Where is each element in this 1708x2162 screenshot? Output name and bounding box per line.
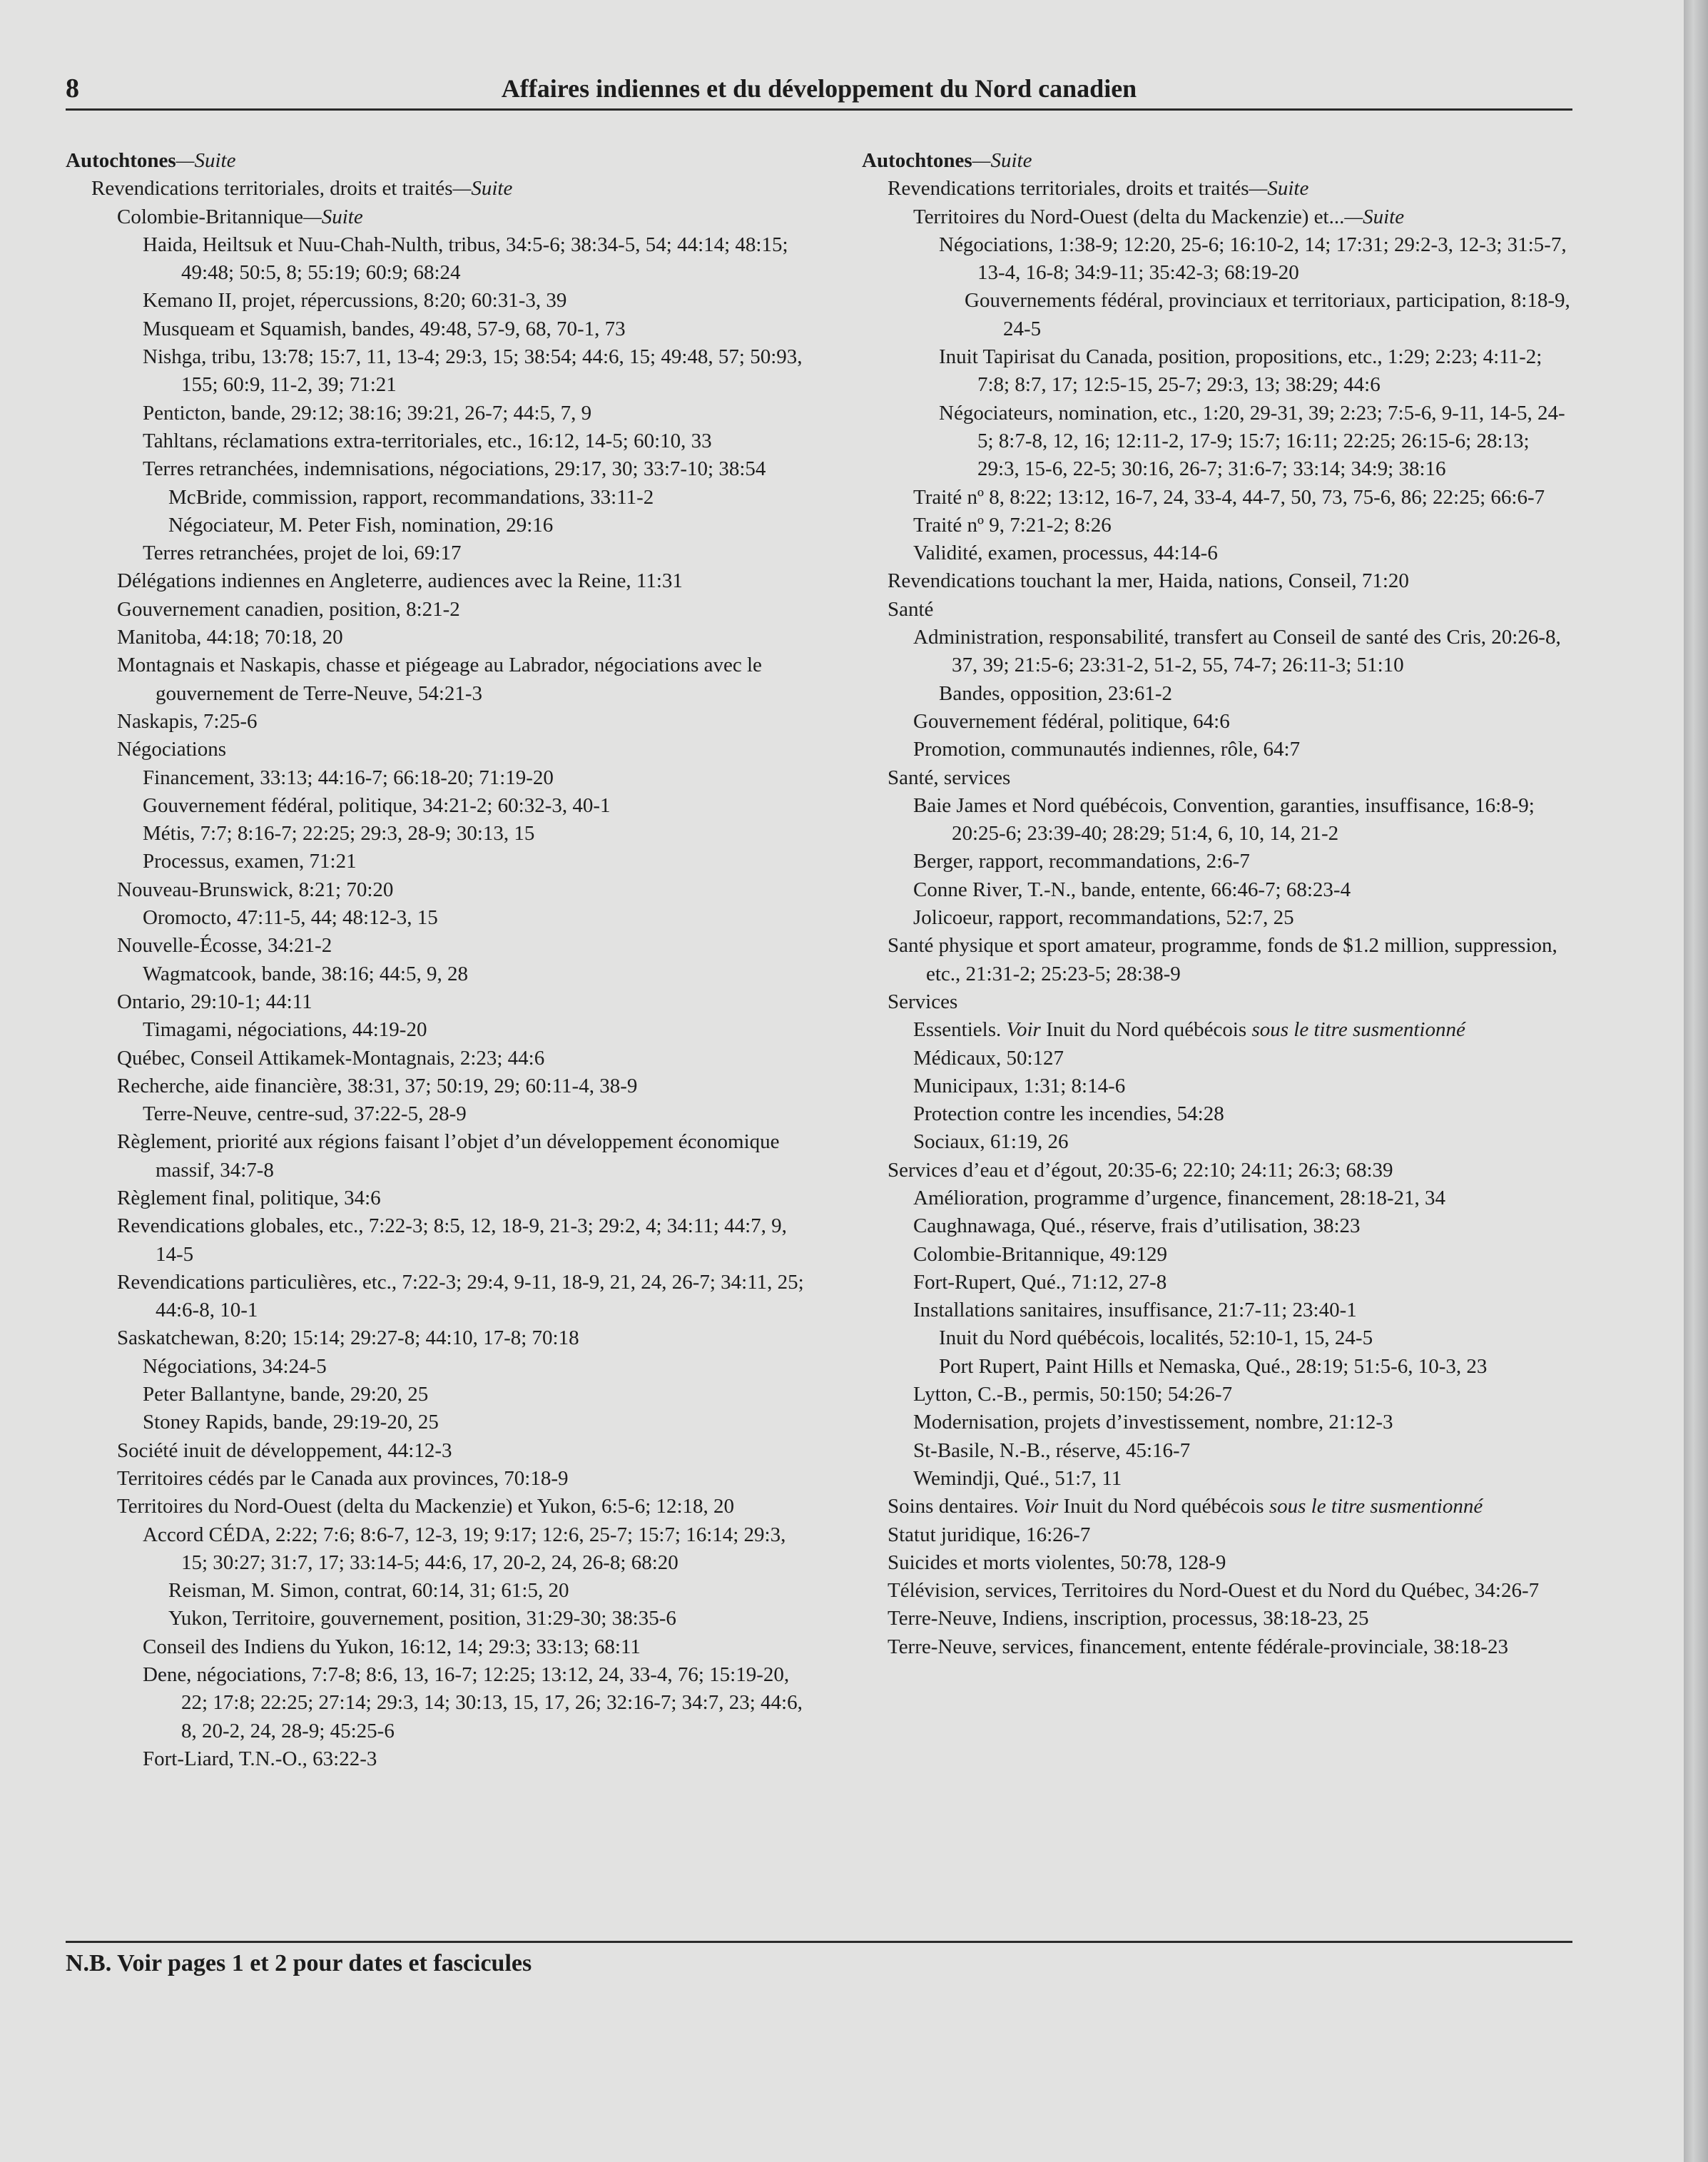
entry-voir: Voir [1023,1495,1059,1518]
entry-text: Wagmatcook, bande, 38:16; 44:5, 9, 28 [143,962,468,985]
index-entry [66,1072,808,1100]
index-entry [66,792,808,820]
entry-text: Statut juridique, 16:26-7 [888,1523,1091,1546]
index-entry [66,1324,808,1352]
index-entry [862,147,1575,175]
index-entry [862,988,1575,1016]
entry-text: Colombie-Britannique [117,205,303,228]
index-entry [862,400,1575,484]
entry-text: Fort-Liard, T.N.-O., 63:22-3 [143,1747,377,1770]
index-entry [66,567,808,595]
entry-text: Berger, rapport, recommandations, 2:6-7 [913,850,1250,873]
page-header [66,71,1572,110]
index-entry [66,343,808,400]
index-entry [66,1016,808,1044]
index-entry [66,231,808,288]
entry-text: Municipaux, 1:31; 8:14-6 [913,1074,1126,1097]
entry-text: Terre-Neuve, Indiens, inscription, processus, 38:18-23, 25 [888,1607,1369,1630]
entry-text: Autochtones [862,149,972,172]
entry-text: Haida, Heiltsuk et Nuu-Chah-Nulth, tribus, 34:5-6; 38:34-5, 54; 44:14; 48:15; 49:48; 50:5, 8; 55:19; 60:9; 68:24 [143,233,788,285]
index-entry [862,287,1575,343]
index-entry [862,680,1575,708]
index-entry [862,567,1575,595]
entry-text: Revendications globales, etc., 7:22-3; 8:5, 12, 18-9, 21-3; 29:2, 4; 34:11; 44:7, 9, 14-5 [117,1214,787,1266]
index-entry [66,1605,808,1633]
index-entry [862,343,1575,400]
entry-text: Financement, 33:13; 44:16-7; 66:18-20; 71:19-20 [143,766,554,789]
entry-text: Dene, négociations, 7:7-8; 8:6, 13, 16-7; 12:25; 13:12, 24, 33-4, 76; 15:19-20, 22; 17:8; 22:25; 27:14; 29:3, 14; 30:13, 15, 17, 26; 32:16-7; 34:7, 23; 44:6, 8, 20-2, 24, 28-9; 45:25-6 [143,1663,803,1742]
entry-text: Reisman, M. Simon, contrat, 60:14, 31; 61:5, 20 [168,1579,569,1603]
index-entry [862,1100,1575,1128]
entry-text: Territoires cédés par le Canada aux provinces, 70:18-9 [117,1466,569,1490]
index-entry [66,1633,808,1661]
entry-text: Sociaux, 61:19, 26 [913,1130,1069,1154]
entry-text: Traité nº 9, 7:21-2; 8:26 [913,513,1112,537]
index-entry [66,1353,808,1381]
index-entry [862,932,1575,988]
entry-text: Penticton, bande, 29:12; 38:16; 39:21, 26-7; 44:5, 7, 9 [143,401,592,425]
entry-text: Métis, 7:7; 8:16-7; 22:25; 29:3, 28-9; 30:13, 15 [143,822,535,846]
entry-text: Peter Ballantyne, bande, 29:20, 25 [143,1383,429,1406]
footer-note: N.B. Voir pages 1 et 2 pour dates et fascicules [66,1950,532,1976]
entry-text: Promotion, communautés indiennes, rôle, 64:7 [913,738,1301,761]
entry-text: Wemindji, Qué., 51:7, 11 [913,1466,1122,1490]
entry-text: Terres retranchées, projet de loi, 69:17 [143,542,462,565]
index-entry [66,315,808,343]
index-entry [862,484,1575,512]
entry-text: Services [888,990,958,1013]
entry-text: Terres retranchées, indemnisations, négociations, 29:17, 30; 33:7-10; 38:54 [143,457,766,481]
entry-text: Gouvernement fédéral, politique, 34:21-2; 60:32-3, 40-1 [143,793,611,817]
header-rule [66,108,1572,111]
entry-text: Négociateur, M. Peter Fish, nomination, 29:16 [168,513,554,537]
entry-text: Gouvernement canadien, position, 8:21-2 [117,597,460,621]
entry-text: Installations sanitaires, insuffisance, 21:7-11; 23:40-1 [913,1299,1357,1322]
index-entry [66,455,808,483]
entry-text: Jolicoeur, rapport, recommandations, 52:7, 25 [913,906,1294,930]
entry-text: Colombie-Britannique, 49:129 [913,1242,1168,1266]
index-entry [862,1633,1575,1661]
index-entry [862,1184,1575,1212]
index-entry [66,287,808,315]
entry-text: Inuit du Nord québécois, localités, 52:10-1, 15, 24-5 [939,1326,1373,1350]
index-entry [862,175,1575,203]
index-entry [862,792,1575,848]
entry-text: Règlement final, politique, 34:6 [117,1186,381,1209]
entry-reference: Inuit du Nord québécois [1058,1495,1269,1518]
entry-text: Manitoba, 44:18; 70:18, 20 [117,626,343,649]
index-entry [862,1521,1575,1549]
index-entry [66,1100,808,1128]
index-entry [66,1212,808,1269]
index-entry [66,1661,808,1745]
entry-text: Stoney Rapids, bande, 29:19-20, 25 [143,1411,439,1434]
index-entry [862,1493,1575,1521]
entry-text: Gouvernements fédéral, provinciaux et territoriaux, participation, 8:18-9, 24-5 [965,289,1570,340]
entry-text: Médicaux, 50:127 [913,1046,1064,1070]
index-entry [66,1381,808,1409]
entry-text: Naskapis, 7:25-6 [117,709,258,733]
entry-text: St-Basile, N.-B., réserve, 45:16-7 [913,1438,1191,1462]
entry-text: Caughnawaga, Qué., réserve, frais d’utilisation, 38:23 [913,1214,1361,1238]
index-entry [66,1521,808,1578]
index-entry [66,708,808,736]
index-entry [66,1184,808,1212]
entry-text: Santé, services [888,766,1011,789]
index-entry [66,988,808,1016]
index-entry [862,1045,1575,1072]
index-entry [66,1745,808,1773]
index-entry [862,1269,1575,1296]
entry-text: Essentiels. [913,1018,1007,1042]
entry-text: Modernisation, projets d’investissement, nombre, 21:12-3 [913,1411,1393,1434]
index-entry [862,596,1575,624]
running-head: Affaires indiennes et du développement du Nord canadien [501,74,1137,103]
index-entry [66,624,808,651]
index-entry [862,1324,1575,1352]
entry-text: Terre-Neuve, centre-sud, 37:22-5, 28-9 [143,1102,467,1126]
entry-text: Gouvernement fédéral, politique, 64:6 [913,709,1230,733]
entry-text: Timagami, négociations, 44:19-20 [143,1018,427,1042]
index-entry [66,1465,808,1493]
index-entry [66,1045,808,1072]
entry-text: Tahltans, réclamations extra-territoriales, etc., 16:12, 14-5; 60:10, 33 [143,429,712,452]
index-entry [66,175,808,203]
index-entry [862,736,1575,763]
entry-suite: —Suite [1344,205,1405,228]
entry-text: Conseil des Indiens du Yukon, 16:12, 14; 29:3; 33:13; 68:11 [143,1635,641,1658]
entry-text: Santé physique et sport amateur, programme, fonds de $1.2 million, suppression, etc., 21:31-2; 25:23-5; 28:38-9 [888,934,1557,985]
index-entry [862,624,1575,680]
index-entry [862,1577,1575,1605]
entry-voir: Voir [1006,1018,1041,1042]
index-entry [862,848,1575,876]
entry-text: Musqueam et Squamish, bandes, 49:48, 57-9, 68, 70-1, 73 [143,317,626,340]
page-number: 8 [66,73,79,103]
entry-text: Revendications touchant la mer, Haida, nations, Conseil, 71:20 [888,569,1409,593]
entry-text: Négociations, 34:24-5 [143,1354,327,1378]
entry-text: Nouvelle-Écosse, 34:21-2 [117,934,332,958]
entry-text: Processus, examen, 71:21 [143,850,357,873]
entry-under-title: sous le titre susmentionné [1251,1018,1465,1042]
entry-text: Société inuit de développement, 44:12-3 [117,1438,452,1462]
entry-text: Oromocto, 47:11-5, 44; 48:12-3, 15 [143,906,438,930]
index-entry [66,1577,808,1605]
index-entry [66,1409,808,1436]
entry-text: Revendications territoriales, droits et traités [888,177,1249,201]
index-entry [66,1269,808,1325]
entry-text: Négociations [117,738,227,761]
entry-text: Négociations, 1:38-9; 12:20, 25-6; 16:10-2, 14; 17:31; 29:2-3, 12-3; 31:5-7, 13-4, 16-8; 34:9-11; 35:42-3; 68:19-20 [939,233,1567,285]
index-entry [862,1437,1575,1465]
entry-text: Ontario, 29:10-1; 44:11 [117,990,312,1013]
entry-text: Montagnais et Naskapis, chasse et piégeage au Labrador, négociations avec le gouvernement de Terre-Neuve, 54:21-3 [117,654,762,705]
index-entry [862,1128,1575,1156]
index-column-left [66,147,808,1773]
index-entry [862,1296,1575,1324]
entry-text: Règlement, priorité aux régions faisant l’objet d’un développement économique massif, 34:7-8 [117,1130,780,1182]
entry-text: Fort-Rupert, Qué., 71:12, 27-8 [913,1270,1167,1294]
entry-text: Territoires du Nord-Ouest (delta du Mackenzie) et Yukon, 6:5-6; 12:18, 20 [117,1495,735,1518]
index-entry [862,1241,1575,1269]
entry-text: Télévision, services, Territoires du Nord-Ouest et du Nord du Québec, 34:26-7 [888,1579,1540,1603]
index-entry [66,203,808,231]
index-entry [66,539,808,567]
index-entry [862,876,1575,904]
entry-suite: —Suite [972,149,1032,172]
index-entry [66,596,808,624]
index-entry [66,427,808,455]
entry-text: Yukon, Territoire, gouvernement, position, 31:29-30; 38:35-6 [168,1607,676,1630]
index-entry [862,1549,1575,1577]
index-entry [66,848,808,876]
index-entry [862,764,1575,792]
entry-suite: —Suite [452,177,513,201]
entry-text: Accord CÉDA, 2:22; 7:6; 8:6-7, 12-3, 19; 9:17; 12:6, 25-7; 15:7; 16:14; 29:3, 15; 30:27; 31:7, 17; 33:14-5; 44:6, 17, 20-2, 24, 26-8; 68:20 [143,1523,786,1574]
index-entry [66,651,808,708]
entry-text: Traité nº 8, 8:22; 13:12, 16-7, 24, 33-4, 44-7, 50, 73, 75-6, 86; 22:25; 66:6-7 [913,485,1545,509]
index-entry [862,1381,1575,1409]
entry-text: Baie James et Nord québécois, Convention, garanties, insuffisance, 16:8-9; 20:25-6; 23:39-40; 28:29; 51:4, 6, 10, 14, 21-2 [913,793,1535,846]
entry-text: Validité, examen, processus, 44:14-6 [913,542,1218,565]
index-entry [862,1409,1575,1436]
entry-text: Amélioration, programme d’urgence, financement, 28:18-21, 34 [913,1186,1445,1209]
index-entry [66,736,808,763]
index-entry [862,1157,1575,1184]
entry-suite: —Suite [176,149,236,172]
index-entry [66,1493,808,1521]
index-entry [66,400,808,427]
entry-text: Santé [888,597,934,621]
entry-suite: —Suite [1249,177,1309,201]
entry-text: Recherche, aide financière, 38:31, 37; 50:19, 29; 60:11-4, 38-9 [117,1074,638,1097]
footer-rule [66,1941,1572,1943]
index-entry [66,484,808,512]
entry-text: McBride, commission, rapport, recommandations, 33:11-2 [168,485,654,509]
index-entry [862,1072,1575,1100]
index-entry [66,1437,808,1465]
entry-text: Kemano II, projet, répercussions, 8:20; 60:31-3, 39 [143,289,567,313]
index-entry [66,960,808,988]
index-entry [862,1353,1575,1381]
entry-text: Négociateurs, nomination, etc., 1:20, 29-31, 39; 2:23; 7:5-6, 9-11, 14-5, 24-5; 8:7-8, 12, 16; 12:11-2, 17-9; 15:7; 16:11; 22:25; 26:15-6; 28:13; 29:3, 15-6, 22-5; 30:16, 26-7; 31:6-7; 33:14; 34:9; 38:16 [939,401,1565,481]
index-entry [862,1605,1575,1633]
entry-text: Lytton, C.-B., permis, 50:150; 54:26-7 [913,1383,1233,1406]
index-column-right [862,147,1575,1661]
index-entry [66,512,808,539]
index-entry [66,764,808,792]
entry-text: Nishga, tribu, 13:78; 15:7, 11, 13-4; 29:3, 15; 38:54; 44:6, 15; 49:48, 57; 50:93, 155; 60:9, 11-2, 39; 71:21 [143,345,803,397]
entry-text: Port Rupert, Paint Hills et Nemaska, Qué., 28:19; 51:5-6, 10-3, 23 [939,1354,1488,1378]
index-entry [66,876,808,904]
entry-text: Autochtones [66,149,176,172]
index-entry [66,147,808,175]
entry-text: Revendications territoriales, droits et traités [91,177,453,201]
entry-text: Conne River, T.-N., bande, entente, 66:46-7; 68:23-4 [913,878,1351,901]
entry-suite: —Suite [303,205,363,228]
entry-text: Québec, Conseil Attikamek-Montagnais, 2:23; 44:6 [117,1046,545,1070]
entry-text: Suicides et morts violentes, 50:78, 128-9 [888,1551,1226,1574]
index-entry [66,1128,808,1184]
entry-text: Revendications particulières, etc., 7:22-3; 29:4, 9-11, 18-9, 21, 24, 26-7; 34:11, 25; 44:6-8, 10-1 [117,1270,804,1322]
entry-text: Services d’eau et d’égout, 20:35-6; 22:10; 24:11; 26:3; 68:39 [888,1158,1393,1182]
entry-text: Administration, responsabilité, transfert au Conseil de santé des Cris, 20:26-8, 37, 39; 21:5-6; 23:31-2, 51-2, 55, 74-7; 26:11-3; 51:10 [913,626,1561,677]
index-entry [862,904,1575,932]
index-entry [862,539,1575,567]
entry-text: Inuit Tapirisat du Canada, position, propositions, etc., 1:29; 2:23; 4:11-2; 7:8; 8:7, 17; 12:5-15, 25-7; 29:3, 13; 38:29; 44:6 [939,345,1542,397]
index-entry [862,1212,1575,1240]
index-entry [862,1465,1575,1493]
entry-text: Saskatchewan, 8:20; 15:14; 29:27-8; 44:10, 17-8; 70:18 [117,1326,579,1350]
index-entry [862,1016,1575,1044]
index-entry [862,512,1575,539]
entry-text: Soins dentaires. [888,1495,1024,1518]
entry-text: Délégations indiennes en Angleterre, audiences avec la Reine, 11:31 [117,569,683,593]
entry-text: Protection contre les incendies, 54:28 [913,1102,1224,1126]
index-entry [862,203,1575,231]
index-entry [862,708,1575,736]
index-entry [66,904,808,932]
entry-text: Bandes, opposition, 23:61-2 [939,681,1173,705]
index-entry [862,231,1575,288]
entry-reference: Inuit du Nord québécois [1040,1018,1252,1042]
page-edge-shadow [1684,0,1708,2162]
index-entry [66,932,808,960]
entry-text: Nouveau-Brunswick, 8:21; 70:20 [117,878,394,901]
entry-under-title: sous le titre susmentionné [1269,1495,1483,1518]
entry-text: Terre-Neuve, services, financement, entente fédérale-provinciale, 38:18-23 [888,1635,1508,1658]
entry-text: Territoires du Nord-Ouest (delta du Mackenzie) et... [913,205,1345,228]
index-entry [66,820,808,848]
